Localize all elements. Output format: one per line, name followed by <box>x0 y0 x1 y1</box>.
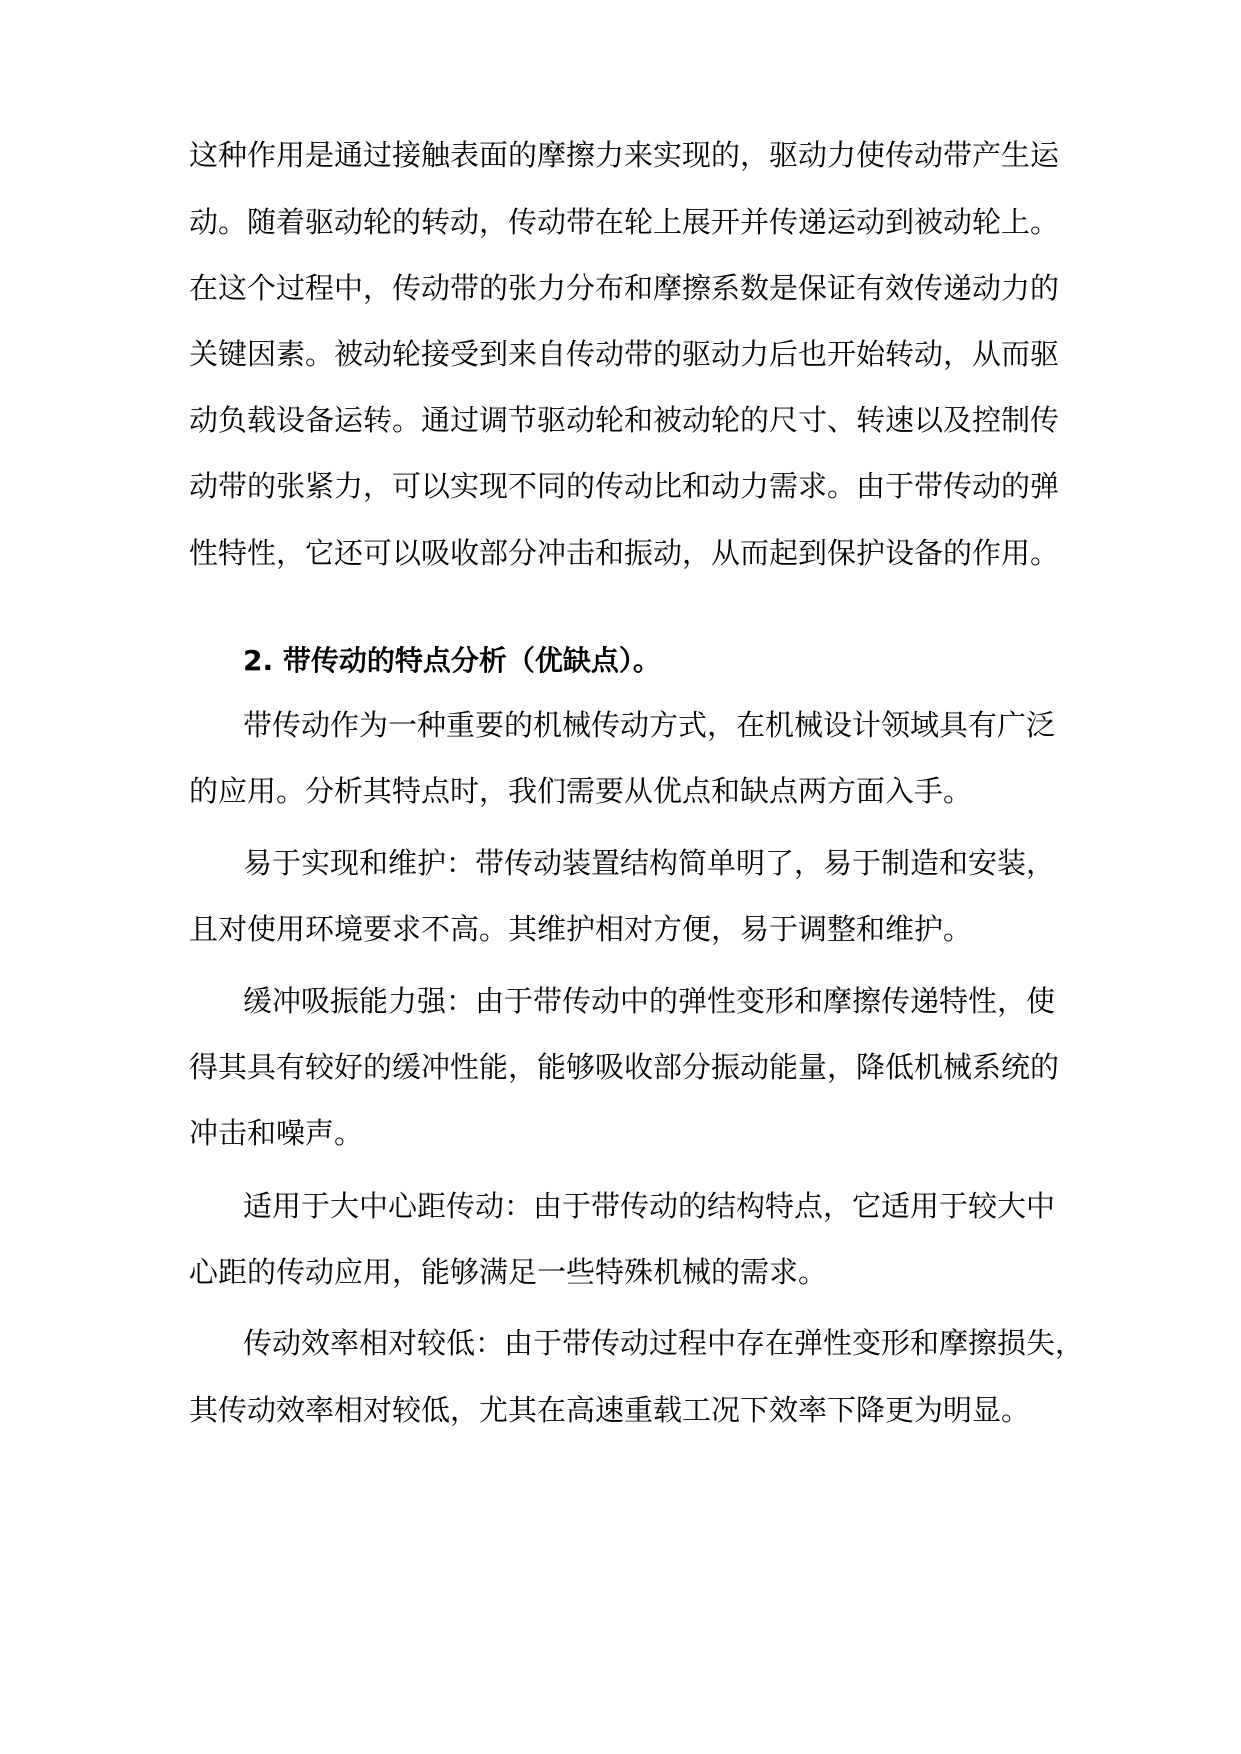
paragraph-line: 动负载设备运转。通过调节驱动轮和被动轮的尺寸、转速以及控制传 <box>189 403 1060 437</box>
paragraph-line: 这种作用是通过接触表面的摩擦力来实现的，驱动力使传动带产生运 <box>189 138 1060 172</box>
paragraph-line: 且对使用环境要求不高。其维护相对方便，易于调整和维护。 <box>189 912 973 946</box>
paragraph-line: 的应用。分析其特点时，我们需要从优点和缺点两方面入手。 <box>189 774 973 808</box>
paragraph-line: 其传动效率相对较低，尤其在高速重载工况下效率下降更为明显。 <box>189 1393 1031 1427</box>
paragraph-line: 带传动作为一种重要的机械传动方式，在机械设计领域具有广泛 <box>243 708 1056 742</box>
paragraph-line: 在这个过程中，传动带的张力分布和摩擦系数是保证有效传递动力的 <box>189 271 1060 305</box>
section-heading: 2. 带传动的特点分析（优缺点）。 <box>243 644 661 677</box>
paragraph-line: 适用于大中心距传动：由于带传动的结构特点，它适用于较大中 <box>243 1189 1056 1223</box>
paragraph-line: 缓冲吸振能力强：由于带传动中的弹性变形和摩擦传递特性，使 <box>243 984 1056 1018</box>
paragraph-line: 性特性，它还可以吸收部分冲击和振动，从而起到保护设备的作用。 <box>189 536 1060 570</box>
paragraph-line: 动带的张紧力，可以实现不同的传动比和动力需求。由于带传动的弹 <box>189 469 1060 503</box>
paragraph-line: 心距的传动应用，能够满足一些特殊机械的需求。 <box>189 1255 828 1289</box>
paragraph-line: 动。随着驱动轮的转动，传动带在轮上展开并传递运动到被动轮上。 <box>189 205 1060 239</box>
paragraph-line: 得其具有较好的缓冲性能，能够吸收部分振动能量，降低机械系统的 <box>189 1050 1060 1084</box>
paragraph-line: 易于实现和维护：带传动装置结构简单明了，易于制造和安装， <box>243 846 1056 880</box>
paragraph-line: 冲击和噪声。 <box>189 1116 364 1150</box>
paragraph-line: 关键因素。被动轮接受到来自传动带的驱动力后也开始转动，从而驱 <box>189 337 1060 371</box>
paragraph-line: 传动效率相对较低：由于带传动过程中存在弹性变形和摩擦损失， <box>243 1326 1085 1360</box>
